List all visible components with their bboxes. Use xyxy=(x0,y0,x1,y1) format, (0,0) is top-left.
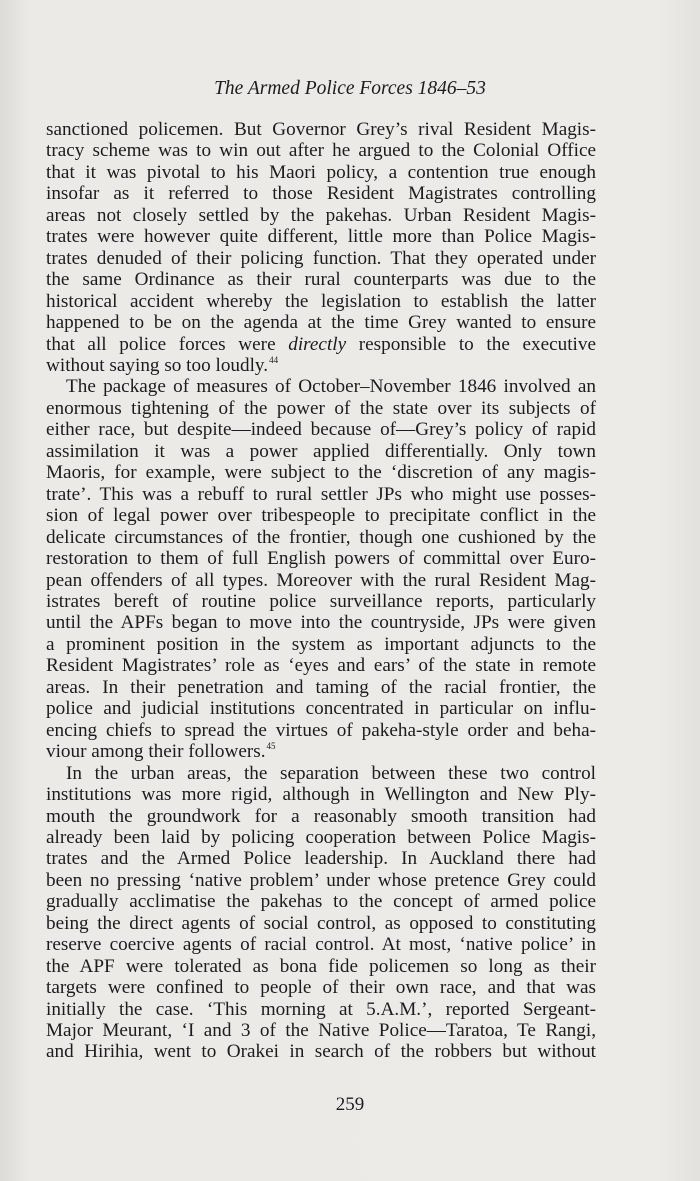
text-line xyxy=(46,355,596,376)
text-line: assimilation it was a power applied differentially. Only town xyxy=(46,440,596,462)
text-line: historical accident whereby the legislation to establish the latter xyxy=(46,290,596,312)
text-line: targets were confined to people of their own race, and that was xyxy=(46,977,596,999)
text-line: trate’. This was a rebuff to rural settler JPs who might use posses- xyxy=(46,483,596,505)
text-line: enormous tightening of the power of the state over its subjects of xyxy=(46,397,596,419)
footnote-marker[interactable]: 45 xyxy=(266,741,276,752)
text-line: already been laid by policing cooperation between Police Magis- xyxy=(46,826,596,848)
text-line: encing chiefs to spread the virtues of pakeha-style order and beha- xyxy=(46,719,596,741)
text-line: the same Ordinance as their rural counterparts was due to the xyxy=(46,269,596,291)
text-line: either race, but despite—indeed because of—Grey’s policy of rapid xyxy=(46,419,596,441)
text-line: trates and the Armed Police leadership. In Auckland there had xyxy=(46,848,596,870)
text-line: and Hirihia, went to Orakei in search of the robbers but without xyxy=(46,1041,596,1063)
text-line: institutions was more rigid, although in Wellington and New Ply- xyxy=(46,784,596,806)
text-run: without saying so too loudly. xyxy=(46,354,269,376)
text-line: trates were however quite different, little more than Police Magis- xyxy=(46,226,596,248)
text-line: gradually acclimatise the pakehas to the concept of armed police xyxy=(46,891,596,913)
text-line: trates denuded of their policing function. That they operated under xyxy=(46,247,596,269)
text-line: Maoris, for example, were subject to the ‘discretion of any magis- xyxy=(46,462,596,484)
text-line: the APF were tolerated as bona fide policemen so long as their xyxy=(46,955,596,977)
paragraph xyxy=(46,763,596,1063)
footnote-marker[interactable]: 44 xyxy=(269,354,279,365)
text-line: insofar as it referred to those Resident Magistrates controlling xyxy=(46,183,596,205)
text-line: areas. In their penetration and taming of the racial frontier, the xyxy=(46,676,596,698)
text-line: reserve coercive agents of racial control. At most, ‘native police’ in xyxy=(46,934,596,956)
text-line: sion of legal power over tribespeople to precipitate conflict in the xyxy=(46,505,596,527)
paragraph xyxy=(46,119,596,376)
text-line: sanctioned policemen. But Governor Grey’s rival Resident Magis- xyxy=(46,119,596,140)
text-line: until the APFs began to move into the countryside, JPs were given xyxy=(46,612,596,634)
emphasis-text: directly xyxy=(288,333,347,355)
text-line: being the direct agents of social control, as opposed to constituting xyxy=(46,912,596,934)
text-line: Major Meurant, ‘I and 3 of the Native Police—Taratoa, Te Rangi, xyxy=(46,1020,596,1042)
text-line: Resident Magistrates’ role as ‘eyes and ears’ of the state in remote xyxy=(46,655,596,677)
text-line xyxy=(46,741,596,762)
text-line: tracy scheme was to win out after he argued to the Colonial Office xyxy=(46,140,596,162)
text-run: responsible to the executive xyxy=(346,333,596,355)
text-line: initially the case. ‘This morning at 5.A.M.’, reported Sergeant- xyxy=(46,998,596,1020)
text-line: that it was pivotal to his Maori policy, a contention true enough xyxy=(46,161,596,183)
text-line: a prominent position in the system as important adjuncts to the xyxy=(46,633,596,655)
paragraph xyxy=(46,376,596,762)
text-line: areas not closely settled by the pakehas. Urban Resident Magis- xyxy=(46,204,596,226)
text-line xyxy=(46,334,596,355)
text-line: The package of measures of October–November 1846 involved an xyxy=(66,376,596,398)
text-line: happened to be on the agenda at the time Grey wanted to ensure xyxy=(46,312,596,334)
text-line: police and judicial institutions concentrated in particular on influ- xyxy=(46,698,596,720)
text-line: restoration to them of full English powers of committal over Euro- xyxy=(46,548,596,570)
body-text xyxy=(46,119,596,1063)
text-line: delicate circumstances of the frontier, though one cushioned by the xyxy=(46,526,596,548)
page-number: 259 xyxy=(335,1094,365,1115)
text-run: viour among their followers. xyxy=(46,741,266,763)
text-line: pean offenders of all types. Moreover with the rural Resident Mag- xyxy=(46,569,596,591)
running-head: The Armed Police Forces 1846–53 xyxy=(214,78,486,99)
text-line: istrates bereft of routine police surveillance reports, particularly xyxy=(46,590,596,612)
text-line: mouth the groundwork for a reasonably smooth transition had xyxy=(46,805,596,827)
text-run: that all police forces were xyxy=(46,333,289,355)
text-line: In the urban areas, the separation between these two control xyxy=(66,762,596,784)
text-line: been no pressing ‘native problem’ under whose pretence Grey could xyxy=(46,869,596,891)
